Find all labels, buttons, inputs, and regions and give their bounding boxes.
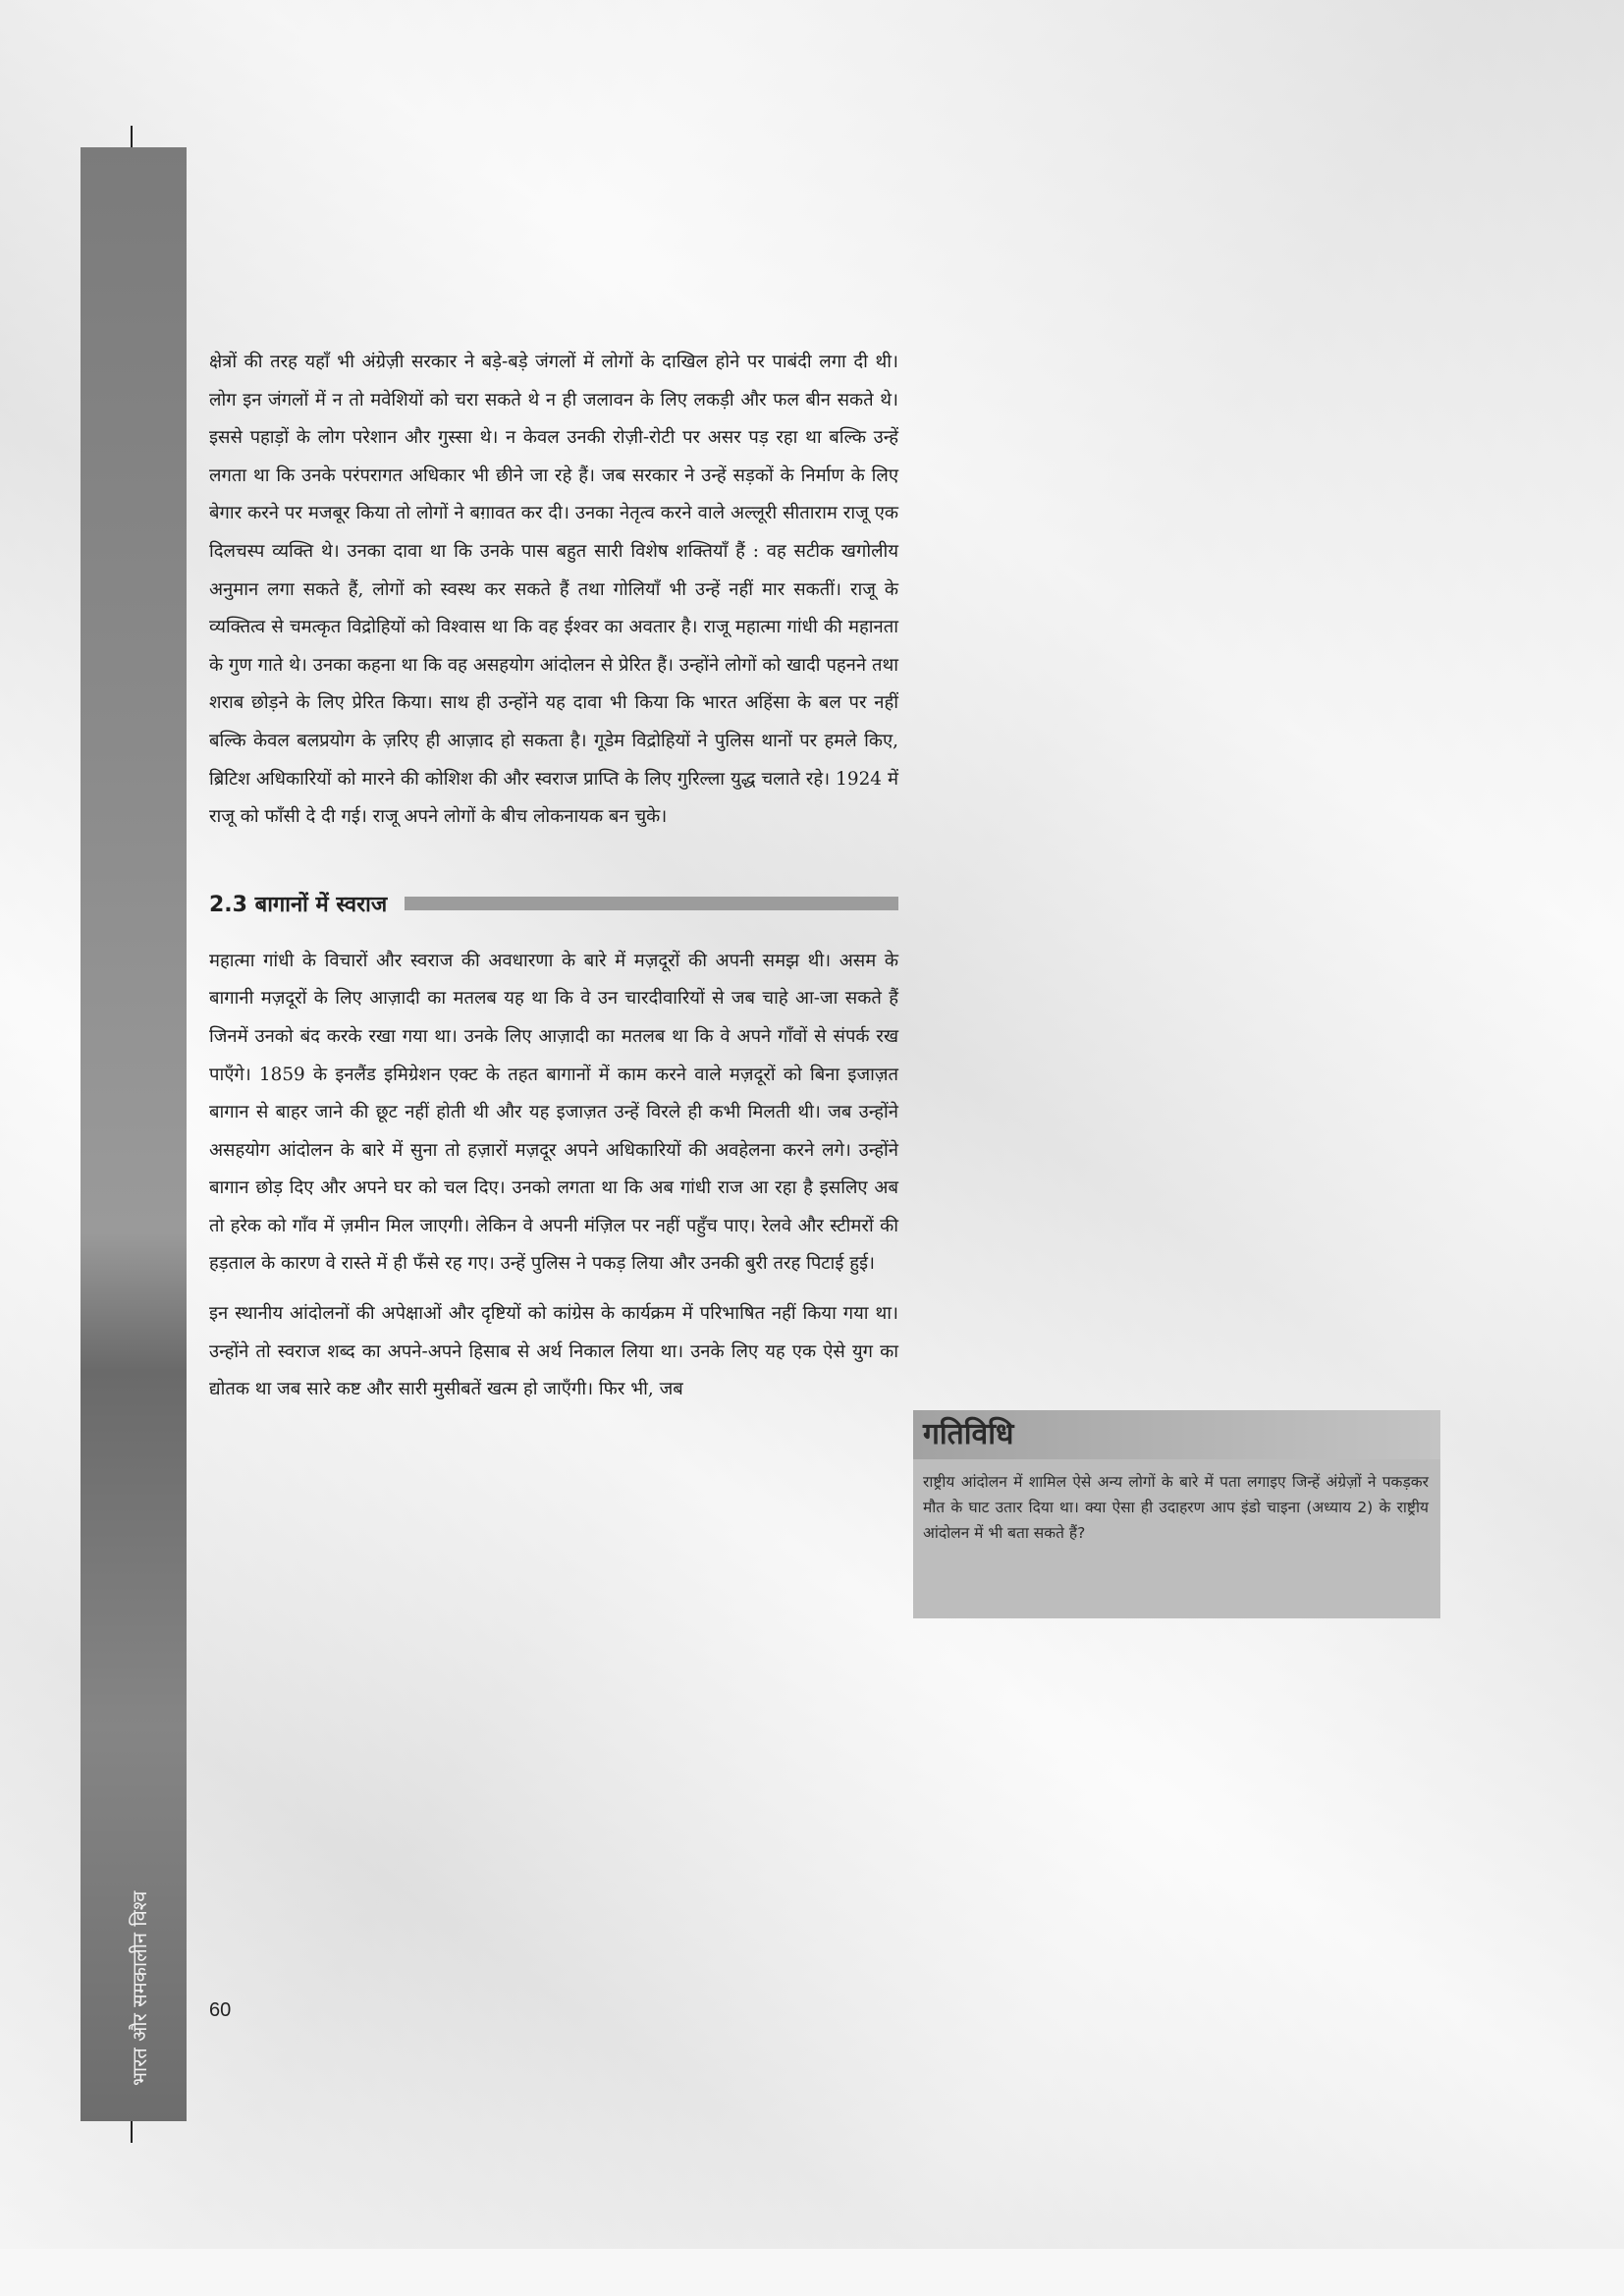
page-bottom-edge <box>0 2249 1624 2296</box>
heading-rule <box>405 897 898 910</box>
body-paragraph: क्षेत्रों की तरह यहाँ भी अंग्रेज़ी सरकार ने बड़े-बड़े जंगलों में लोगों के दाखिल होने पर पाबंदी लगा दी थी। लोग इन जंगलों में न तो मवेशियों को चरा सकते थे न ही जलावन के लिए लकड़ी और फल बीन सकते थे। इससे पहाड़ों के लोग परेशान और गुस्सा थे। न केवल उनकी रोज़ी-रोटी पर असर पड़ रहा था बल्कि उन्हें लगता था कि उनके परंपरागत अधिकार भी छीने जा रहे हैं। जब सरकार ने उन्हें सड़कों के निर्माण के लिए बेगार करने पर मजबूर किया तो लोगों ने बग़ावत कर दी। उनका नेतृत्व करने वाले अल्लूरी सीताराम राजू एक दिलचस्प व्यक्ति थे। उनका दावा था कि उनके पास बहुत सारी विशेष शक्तियाँ हैं : वह सटीक खगोलीय अनुमान लगा सकते हैं, लोगों को स्वस्थ कर सकते हैं तथा गोलियाँ भी उन्हें नहीं मार सकतीं। राजू के व्यक्तित्व से चमत्कृत विद्रोहियों को विश्वास था कि वह ईश्वर का अवतार है। राजू महात्मा गांधी की महानता के गुण गाते थे। उनका कहना था कि वह असहयोग आंदोलन से प्रेरित हैं। उन्होंने लोगों को खादी पहनने तथा शराब छोड़ने के लिए प्रेरित किया। साथ ही उन्होंने यह दावा भी किया कि भारत अहिंसा के बल पर नहीं बल्कि केवल बलप्रयोग के ज़रिए ही आज़ाद हो सकता है। गूडेम विद्रोहियों ने पुलिस थानों पर हमले किए, ब्रिटिश अधिकारियों को मारने की कोशिश की और स्वराज प्राप्ति के लिए गुरिल्ला युद्ध चलाते रहे। 1924 में राजू को फाँसी दे दी गई। राजू अपने लोगों के बीच लोकनायक बन चुके। <box>209 352 898 828</box>
activity-heading: गतिविधि <box>913 1410 1440 1459</box>
running-title: भारत और समकालीन विश्व <box>128 1890 151 2087</box>
margin-band <box>81 147 187 2121</box>
activity-text: राष्ट्रीय आंदोलन में शामिल ऐसे अन्य लोगों के बारे में पता लगाइए जिन्हें अंग्रेज़ों ने पकड़कर मौत के घाट उतार दिया था। क्या ऐसा ही उदाहरण आप इंडो चाइना (अध्याय 2) के राष्ट्रीय आंदोलन में भी बता सकते हैं? <box>923 1473 1429 1542</box>
body-paragraph: इन स्थानीय आंदोलनों की अपेक्षाओं और दृष्टियों को कांग्रेस के कार्यक्रम में परिभाषित नहीं किया गया था। उन्होंने तो स्वराज शब्द का अपने-अपने हिसाब से अर्थ निकाल लिया था। उनके लिए यह एक ऐसे युग का द्योतक था जब सारे कष्ट और सारी मुसीबतें खत्म हो जाएँगी। फिर भी, जब <box>209 1303 898 1400</box>
activity-box <box>913 1410 1440 1618</box>
body-paragraph: महात्मा गांधी के विचारों और स्वराज की अवधारणा के बारे में मज़दूरों की अपनी समझ थी। असम के बागानी मज़दूरों के लिए आज़ादी का मतलब यह था कि वे उन चारदीवारियों से जब चाहे आ-जा सकते हैं जिनमें उनको बंद करके रखा गया था। उनके लिए आज़ादी का मतलब था कि वे अपने गाँवों से संपर्क रख पाएँगे। 1859 के इनलैंड इमिग्रेशन एक्ट के तहत बागानों में काम करने वाले मज़दूरों को बिना इजाज़त बागान से बाहर जाने की छूट नहीं होती थी और यह इजाज़त उन्हें विरले ही कभी मिलती थी। जब उन्होंने असहयोग आंदोलन के बारे में सुना तो हज़ारों मज़दूर अपने अधिकारियों की अवहेलना करने लगे। उन्होंने बागान छोड़ दिए और अपने घर को चल दिए। उनको लगता था कि अब गांधी राज आ रहा है इसलिए अब तो हरेक को गाँव में ज़मीन मिल जाएगी। लेकिन वे अपनी मंज़िल पर नहीं पहुँच पाए। रेलवे और स्टीमरों की हड़ताल के कारण वे रास्ते में ही फँसे रह गए। उन्हें पुलिस ने पकड़ लिया और उनकी बुरी तरह पिटाई हुई। <box>209 950 898 1275</box>
section-heading <box>209 889 898 918</box>
crop-mark-bottom <box>131 2121 133 2143</box>
main-content <box>209 344 898 1409</box>
crop-mark-top <box>131 126 133 147</box>
section-title: 2.3 बागानों में स्वराज <box>209 892 388 917</box>
page-number: 60 <box>209 1999 232 2021</box>
